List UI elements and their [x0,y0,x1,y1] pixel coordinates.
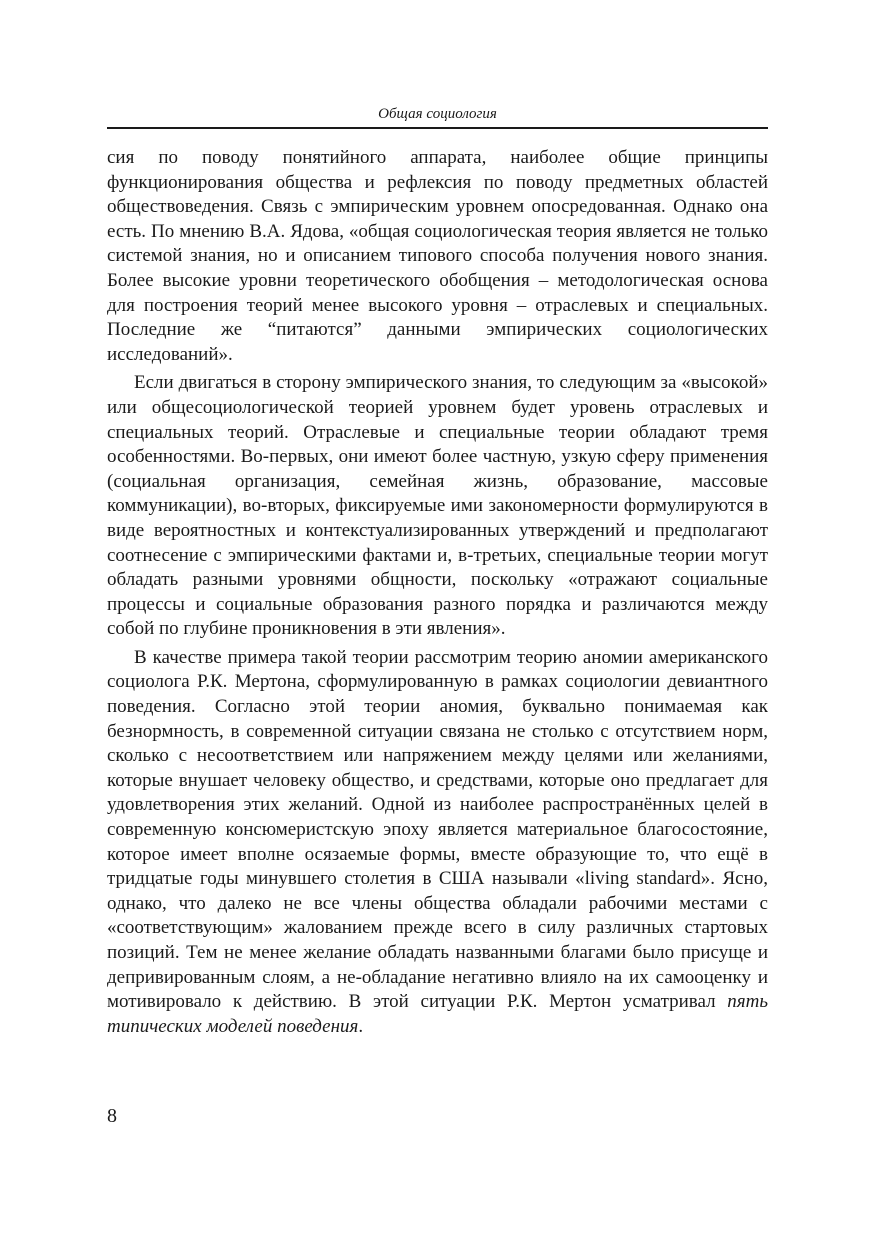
paragraph-2: Если двигаться в сторону эмпирического знания, то следующим за «высокой» или общесоциологической теорией уровнем будет уровень отраслевых и специальных теорий. Отраслевые и специальные теории обладают тремя особенностями. Во-первых, они имеют более частную, узкую сферу применения (социальная организация, семейная жизнь, образование, массовые коммуникации), во-вторых, фиксируемые ими закономерности формулируются в виде вероятностных и контекстуализированных утверждений и предполагают соотнесение с эмпирическими фактами и, в-третьих, специальные теории могут обладать разными уровнями общности, поскольку «отражают социальные процессы и социальные образования разного порядка и различаются между собой по глубине проникновения в эти явления». [107,372,768,640]
page-number: 8 [107,1105,117,1127]
running-header: Общая социология [378,106,497,122]
paragraph-3-tail: . [358,1015,364,1037]
paragraph-3 [107,646,768,1040]
paragraph-3-text: В качестве примера такой теории рассмотрим теорию аномии американского социолога Р.К. Мертона, сформулированную в рамках социологии девиантного поведения. Согласно этой теории аномия, буквально понимаемая как безнормность, в современной ситуации связана не столько с отсутствием норм, сколько с несоответствием или напряжением между целями или желаниями, которые внушает человеку общество, и средствами, которые оно предлагает для удовлетворения этих желаний. Одной из наиболее распространённых целей в современную консюмеристскую эпоху является материальное благосостояние, которое имеет вполне осязаемые формы, вместе образующие то, что ещё в тридцатые годы минувшего столетия в США называли «living standard». Ясно, однако, что далеко не все члены общества обладали рабочими местами с «соответствующим» жалованием прежде всего в силу различных стартовых позиций. Тем не менее желание обладать названными благами было присуще и депривированным слоям, а не-обладание негативно влияло на их самооценку и мотивировало к действию. В этой ситуации Р.К. Мертон усматривал [107,646,768,1013]
body-text [107,146,768,1039]
paragraph-3-emphasis: пять типических моделей поведения [107,991,768,1037]
header-rule [107,127,768,129]
paragraph-1: сия по поводу понятийного аппарата, наиболее общие принципы функционирования общества и рефлексия по поводу предметных областей обществоведения. Связь с эмпирическим уровнем опосредованная. Однако она есть. По мнению В.А. Ядова, «общая социологическая теория является не только системой знания, но и описанием типового способа получения нового знания. Более высокие уровни теоретического обобщения – методологическая основа для построения теорий менее высокого уровня – отраслевых и специальных. Последние же “питаются” данными эмпирических социологических исследований». [107,147,768,365]
